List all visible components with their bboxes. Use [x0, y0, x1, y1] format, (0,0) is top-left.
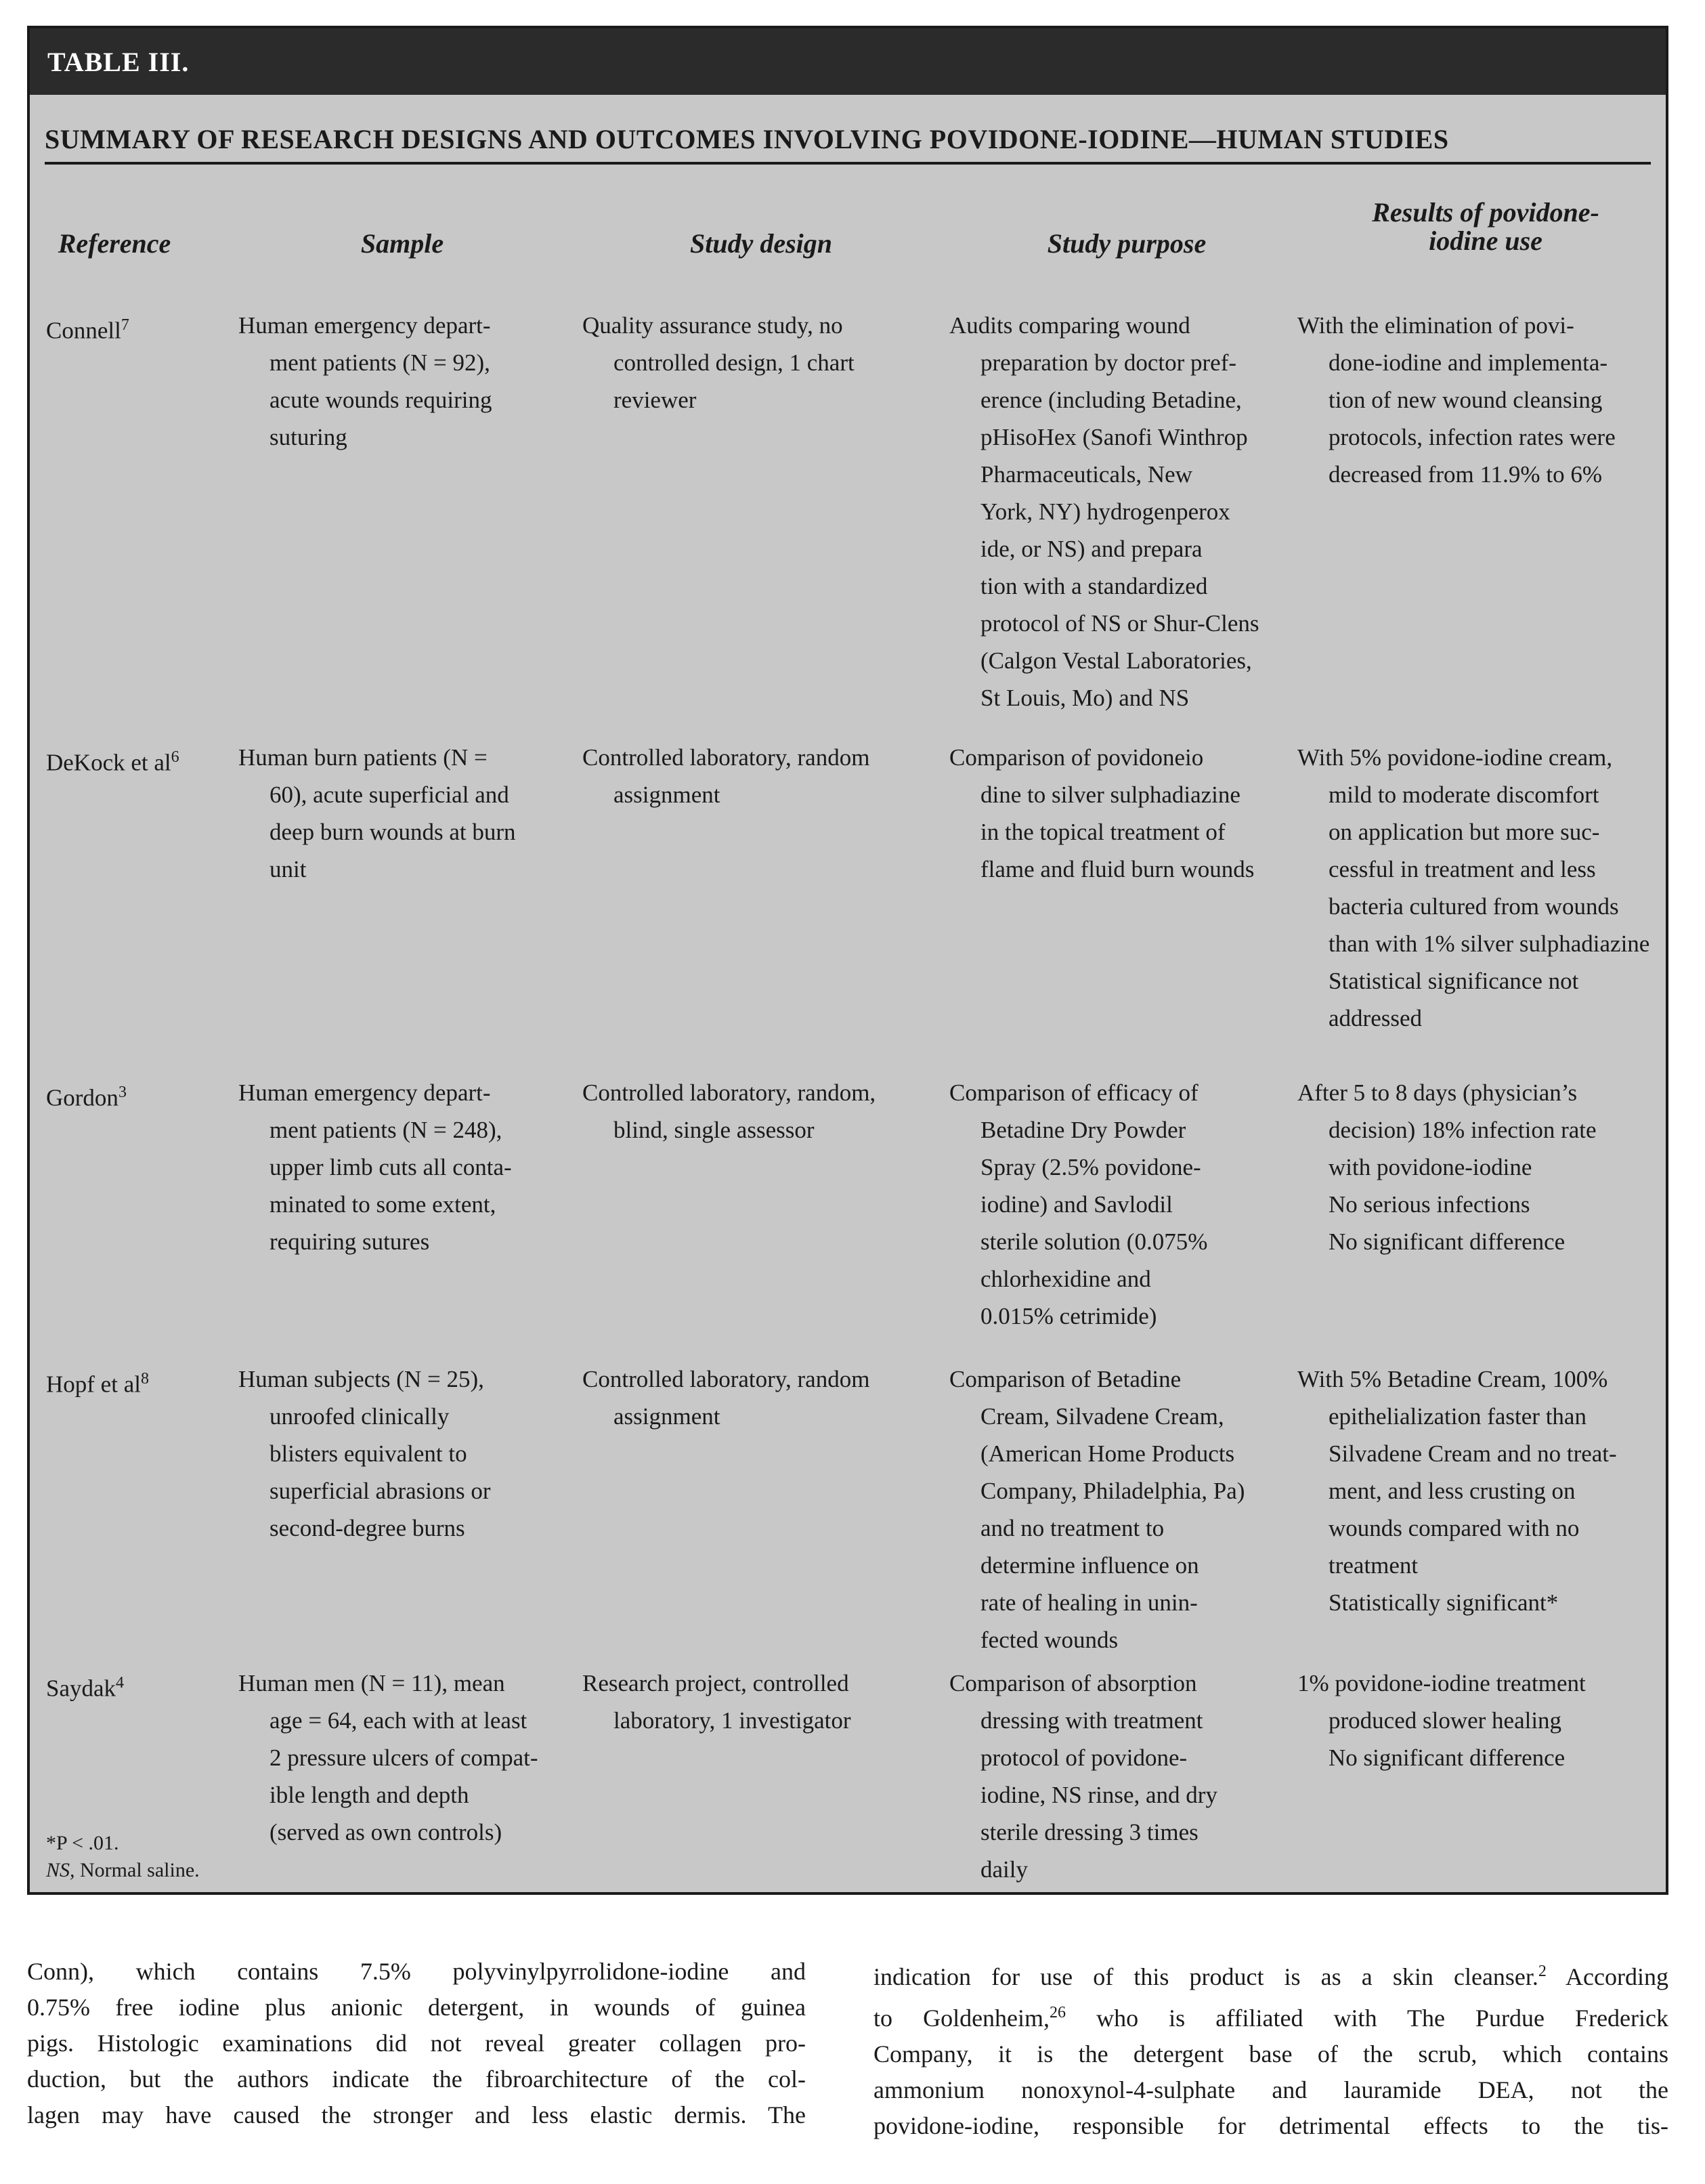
cell-line: Controlled laboratory, random,	[582, 1079, 876, 1106]
cell-sample	[238, 1361, 491, 1547]
cell-results	[1297, 1074, 1597, 1260]
header-purpose: Study purpose	[1047, 228, 1207, 259]
reference-name: DeKock et al	[46, 749, 171, 776]
body-left-line: duction, but the authors indicate the fibroarchitecture of the col-	[27, 2065, 806, 2093]
cell-line: Pharmaceuticals, New	[980, 461, 1192, 488]
cell-line: ment, and less crusting on	[1329, 1478, 1576, 1504]
cell-line: protocol of NS or Shur-Clens	[980, 610, 1259, 637]
cell-line: acute wounds requiring	[269, 387, 492, 413]
cell-line: Comparison of absorption	[949, 1670, 1197, 1696]
cell-line: (American Home Products	[980, 1440, 1235, 1467]
reference-name: Connell	[46, 317, 121, 344]
cell-purpose	[949, 1074, 1207, 1335]
cell-reference	[46, 1074, 127, 1117]
cell-line: tion with a standardized	[980, 573, 1208, 599]
cell-line: sterile solution (0.075%	[980, 1228, 1208, 1255]
cell-line: ment patients (N = 248),	[269, 1117, 502, 1143]
cell-line: Human burn patients (N =	[238, 744, 488, 771]
cell-line: unroofed clinically	[269, 1403, 450, 1430]
cell-line: After 5 to 8 days (physician’s	[1297, 1079, 1578, 1106]
table-title: SUMMARY OF RESEARCH DESIGNS AND OUTCOMES INVOLVING POVIDONE-IODINE—HUMAN STUDIES	[45, 123, 1651, 165]
cell-line: No serious infections	[1329, 1191, 1530, 1218]
cell-line: With 5% Betadine Cream, 100%	[1297, 1366, 1608, 1392]
cell-line: upper limb cuts all conta-	[269, 1154, 512, 1180]
header-design: Study design	[689, 228, 833, 259]
cell-sample	[238, 307, 492, 456]
body-left-line: pigs. Histologic examinations did not reveal greater collagen pro-	[27, 2030, 806, 2057]
cell-line: on application but more suc-	[1329, 819, 1600, 845]
cell-line: second-degree burns	[269, 1515, 465, 1541]
cell-line: sterile dressing 3 times	[980, 1819, 1199, 1845]
cell-reference	[46, 1665, 124, 1707]
cell-reference	[46, 739, 179, 781]
cell-design	[582, 1074, 876, 1149]
cell-line: 0.015% cetrimide)	[980, 1303, 1157, 1329]
cell-line: Audits comparing wound	[949, 312, 1190, 339]
cell-line: Spray (2.5% povidone-	[980, 1154, 1201, 1180]
cell-line: fected wounds	[980, 1627, 1119, 1653]
cell-line: ide, or NS) and prepara	[980, 536, 1203, 562]
cell-line: Comparison of povidoneio	[949, 744, 1204, 771]
cell-line: St Louis, Mo) and NS	[980, 685, 1190, 711]
cell-line: ible length and depth	[269, 1782, 469, 1808]
body-left-line: lagen may have caused the stronger and less elastic dermis. The	[27, 2101, 806, 2128]
cell-line: bacteria cultured from wounds	[1329, 893, 1619, 920]
cell-line: Comparison of efficacy of	[949, 1079, 1199, 1106]
cell-line: deep burn wounds at burn	[269, 819, 516, 845]
cell-line: Human subjects (N = 25),	[238, 1366, 484, 1392]
cell-sample	[238, 1074, 512, 1260]
cell-line: protocol of povidone-	[980, 1744, 1188, 1771]
cell-line: Company, Philadelphia, Pa)	[980, 1478, 1245, 1504]
cell-line: rate of healing in unin-	[980, 1589, 1198, 1616]
cell-line: epithelialization faster than	[1329, 1403, 1587, 1430]
cell-line: suturing	[269, 424, 347, 450]
cell-line: Controlled laboratory, random	[582, 1366, 870, 1392]
cell-design	[582, 1361, 869, 1435]
cell-line: erence (including Betadine,	[980, 387, 1242, 413]
cell-line: flame and fluid burn wounds	[980, 856, 1255, 882]
reference-citation: 4	[116, 1674, 125, 1692]
cell-results	[1297, 1361, 1617, 1621]
cell-line: reviewer	[613, 387, 697, 413]
cell-line: unit	[269, 856, 307, 882]
cell-line: wounds compared with no	[1329, 1515, 1580, 1541]
cell-line: pHisoHex (Sanofi Winthrop	[980, 424, 1248, 450]
cell-results	[1297, 739, 1649, 1037]
body-right-line: indication for use of this product is as a skin cleanser.$^2$ According	[873, 1963, 1668, 1990]
cell-line: superficial abrasions or	[269, 1478, 491, 1504]
body-right-line: povidone-iodine, responsible for detrimental effects to the tis-	[873, 2112, 1668, 2139]
reference-name: Hopf et al	[46, 1371, 141, 1398]
table-footnotes	[46, 1830, 200, 1884]
reference-name: Saydak	[46, 1675, 116, 1702]
cell-line: addressed	[1329, 1005, 1423, 1031]
cell-line: 60), acute superficial and	[269, 781, 509, 808]
cell-design	[582, 739, 869, 813]
cell-line: laboratory, 1 investigator	[613, 1707, 851, 1734]
cell-line: assignment	[613, 1403, 720, 1430]
cell-line: decision) 18% infection rate	[1329, 1117, 1597, 1143]
cell-purpose	[949, 1665, 1217, 1888]
body-right-line: ammonium nonoxynol-4-sulphate and lauramide DEA, not the	[873, 2076, 1668, 2103]
cell-line: decreased from 11.9% to 6%	[1329, 461, 1602, 488]
cell-line: iodine, NS rinse, and dry	[980, 1782, 1217, 1808]
body-right-line: to Goldenheim,$^{26}$ who is affiliated with The Purdue Frederick	[873, 2004, 1668, 2032]
body-left-line: Conn), which contains 7.5% polyvinylpyrrolidone-iodine and	[27, 1958, 806, 1985]
body-right-line: Company, it is the detergent base of the scrub, which contains	[873, 2040, 1668, 2068]
cell-purpose	[949, 1361, 1245, 1658]
cell-reference	[46, 307, 129, 349]
footnote-ns-abbr: NS,	[46, 1859, 75, 1881]
cell-line: protocols, infection rates were	[1329, 424, 1616, 450]
cell-line: daily	[980, 1856, 1028, 1883]
cell-line: Research project, controlled	[582, 1670, 849, 1696]
cell-line: Human emergency depart-	[238, 312, 491, 339]
cell-line: Human men (N = 11), mean	[238, 1670, 505, 1696]
body-column-right	[873, 1954, 1668, 2144]
footnote-p-value: *P < .01.	[46, 1832, 119, 1854]
cell-line: cessful in treatment and less	[1329, 856, 1596, 882]
cell-line: Comparison of Betadine	[949, 1366, 1182, 1392]
cell-line: Betadine Dry Powder	[980, 1117, 1186, 1143]
cell-line: Statistically significant*	[1329, 1589, 1559, 1616]
cell-purpose	[949, 307, 1259, 716]
cell-line: Statistical significance not	[1329, 968, 1579, 994]
cell-line: blisters equivalent to	[269, 1440, 467, 1467]
cell-line: assignment	[613, 781, 720, 808]
cell-line: produced slower healing	[1329, 1707, 1562, 1734]
cell-line: (served as own controls)	[269, 1819, 502, 1845]
cell-line: done-iodine and implementa-	[1329, 349, 1608, 376]
cell-line: chlorhexidine and	[980, 1266, 1151, 1292]
cell-line: mild to moderate discomfort	[1329, 781, 1599, 808]
cell-line: with povidone-iodine	[1329, 1154, 1532, 1180]
reference-citation: 8	[140, 1370, 149, 1388]
header-sample: Sample	[360, 228, 444, 259]
cell-line: No significant difference	[1329, 1228, 1566, 1255]
cell-line: Quality assurance study, no	[582, 312, 843, 339]
reference-citation: 7	[121, 316, 129, 334]
cell-line: controlled design, 1 chart	[613, 349, 855, 376]
cell-line: blind, single assessor	[613, 1117, 815, 1143]
cell-line: With the elimination of povi-	[1297, 312, 1574, 339]
cell-line: requiring sutures	[269, 1228, 430, 1255]
cell-design	[582, 1665, 851, 1739]
cell-line: 1% povidone-iodine treatment	[1297, 1670, 1586, 1696]
cell-purpose	[949, 739, 1254, 888]
cell-sample	[238, 1665, 538, 1851]
cell-line: York, NY) hydrogenperox	[980, 498, 1230, 525]
cell-line: than with 1% silver sulphadiazine	[1329, 930, 1650, 957]
cell-reference	[46, 1361, 149, 1403]
reference-name: Gordon	[46, 1084, 118, 1111]
cell-line: in the topical treatment of	[980, 819, 1226, 845]
table-label-bar	[30, 28, 1666, 95]
cell-line: Human emergency depart-	[238, 1079, 491, 1106]
cell-results	[1297, 1665, 1586, 1776]
body-left-line: 0.75% free iodine plus anionic detergent, in wounds of guinea	[27, 1994, 806, 2021]
table-iii	[27, 26, 1668, 1895]
cell-line: age = 64, each with at least	[269, 1707, 527, 1734]
footnote-ns-text: Normal saline.	[74, 1859, 200, 1881]
cell-line: determine influence on	[980, 1552, 1199, 1579]
cell-sample	[238, 739, 516, 888]
reference-citation: 3	[118, 1084, 127, 1101]
cell-line: dine to silver sulphadiazine	[980, 781, 1240, 808]
body-column-left	[27, 1954, 806, 2133]
header-results-line2: iodine use	[1429, 226, 1542, 256]
cell-line: With 5% povidone-iodine cream,	[1297, 744, 1613, 771]
cell-line: and no treatment to	[980, 1515, 1165, 1541]
cell-line: ment patients (N = 92),	[269, 349, 490, 376]
cell-line: minated to some extent,	[269, 1191, 496, 1218]
cell-line: dressing with treatment	[980, 1707, 1203, 1734]
table-label: TABLE III.	[47, 46, 190, 77]
cell-line: treatment	[1329, 1552, 1419, 1579]
header-results-line1: Results of povidone-	[1372, 197, 1599, 228]
reference-citation: 6	[171, 748, 179, 766]
cell-line: tion of new wound cleansing	[1329, 387, 1603, 413]
cell-line: (Calgon Vestal Laboratories,	[980, 647, 1252, 674]
cell-line: Cream, Silvadene Cream,	[980, 1403, 1224, 1430]
cell-line: preparation by doctor pref-	[980, 349, 1237, 376]
cell-line: No significant difference	[1329, 1744, 1566, 1771]
cell-line: 2 pressure ulcers of compat-	[269, 1744, 538, 1771]
header-results	[1316, 198, 1655, 255]
cell-line: Silvadene Cream and no treat-	[1329, 1440, 1617, 1467]
cell-results	[1297, 307, 1616, 493]
cell-line: iodine) and Savlodil	[980, 1191, 1173, 1218]
cell-line: Controlled laboratory, random	[582, 744, 870, 771]
cell-design	[582, 307, 855, 419]
header-reference: Reference	[58, 228, 171, 259]
